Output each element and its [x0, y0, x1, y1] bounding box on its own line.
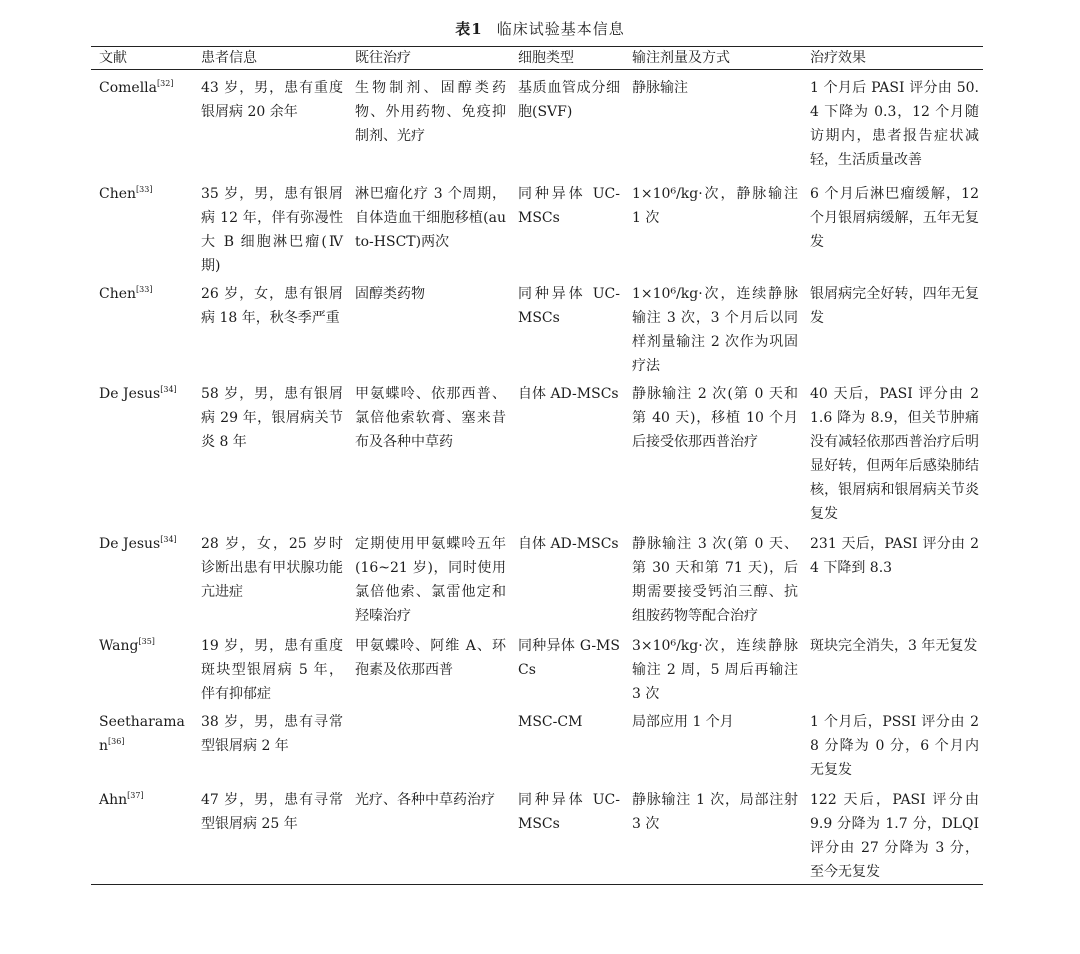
- reference-cell: [91, 278, 193, 378]
- table-row: [91, 172, 983, 278]
- dose-cell: 局部应用 1 个月: [632, 714, 734, 730]
- header-patient-info: 患者信息: [193, 47, 347, 70]
- reference-cell: [91, 526, 193, 628]
- outcome-cell: 斑块完全消失，3 年无复发: [810, 638, 978, 654]
- outcome-cell: 1 个月后 PASI 评分由 50.4 下降为 0.3，12 个月随访期内，患者报告症状减轻，生活质量改善: [810, 80, 979, 168]
- reference-cell: [91, 628, 193, 706]
- author: Seetharaman: [99, 714, 185, 754]
- cell-type-cell: 同种异体 G-MSCs: [518, 638, 620, 678]
- patient-cell: 26 岁，女，患有银屑病 18 年，秋冬季严重: [201, 286, 343, 326]
- citation-ref: [33]: [136, 285, 153, 294]
- dose-cell: 1×10⁶/kg·次，静脉输注 1 次: [632, 186, 798, 226]
- cell-type-cell: 自体 AD-MSCs: [518, 536, 619, 552]
- prior-treatment-cell: 甲氨蝶呤、依那西普、氯倍他索软膏、塞来昔布及各种中草药: [355, 386, 506, 450]
- patient-cell: 47 岁，男，患有寻常型银屑病 25 年: [193, 782, 347, 885]
- author: Comella: [99, 80, 158, 96]
- author: Ahn: [99, 792, 128, 808]
- outcome-cell: 40 天后，PASI 评分由 21.6 降为 8.9，但关节肿痛没有减轻依那西普治疗后明显好转，但两年后感染肺结核，银屑病和银屑病关节炎复发: [810, 386, 979, 522]
- table-row: [91, 628, 983, 706]
- prior-treatment-cell: 淋巴瘤化疗 3 个周期，自体造血干细胞移植(auto-HSCT)两次: [355, 186, 506, 250]
- citation-ref: [32]: [157, 79, 174, 88]
- author: Chen: [99, 186, 137, 202]
- patient-cell: 43 岁，男，患有重度银屑病 20 余年: [201, 80, 343, 120]
- cell-type-cell: 同种异体 UC-MSCs: [518, 186, 620, 226]
- author: De Jesus: [99, 386, 161, 402]
- patient-cell: 19 岁，男，患有重度斑块型银屑病 5 年，伴有抑郁症: [201, 638, 343, 702]
- patient-cell: 28 岁，女，25 岁时诊断出患有甲状腺功能亢进症: [201, 536, 343, 600]
- table-caption: [0, 18, 1080, 39]
- prior-treatment-cell: 光疗、各种中草药治疗: [347, 782, 510, 885]
- citation-ref: [34]: [160, 385, 177, 394]
- table-row: [91, 378, 983, 526]
- patient-cell: 58 岁，男，患有银屑病 29 年，银屑病关节炎 8 年: [201, 386, 343, 450]
- dose-cell: 静脉输注 2 次(第 0 天和第 40 天)，移植 10 个月后接受依那西普治疗: [632, 386, 798, 450]
- cell-type-cell: 自体 AD-MSCs: [518, 386, 619, 402]
- reference-cell: [91, 782, 193, 885]
- author: De Jesus: [99, 536, 161, 552]
- citation-ref: [35]: [138, 637, 155, 646]
- prior-treatment-cell: 定期使用甲氨蝶呤五年(16~21 岁)，同时使用氯倍他索、氯雷他定和羟嗪治疗: [355, 536, 506, 624]
- dose-cell: 静脉输注 3 次(第 0 天、第 30 天和第 71 天)，后期需要接受钙泊三醇、抗组胺药物等配合治疗: [632, 536, 798, 624]
- header-prior-treatment: 既往治疗: [347, 47, 510, 70]
- header-row: [91, 47, 983, 70]
- cell-type-cell: MSC-CM: [518, 714, 583, 730]
- table-row: [91, 706, 983, 782]
- prior-treatment-cell: 固醇类药物: [355, 286, 425, 302]
- prior-treatment-cell: 甲氨蝶呤、阿维 A、环孢素及依那西普: [355, 638, 506, 678]
- table-row: [91, 526, 983, 628]
- cell-type-cell: 同种异体 UC-MSCs: [510, 782, 624, 885]
- table-title: 临床试验基本信息: [496, 20, 625, 38]
- reference-cell: [91, 706, 193, 782]
- header-reference: 文献: [91, 47, 193, 70]
- cell-type-cell: 基质血管成分细胞(SVF): [518, 80, 620, 120]
- table-row: [91, 278, 983, 378]
- citation-ref: [34]: [160, 535, 177, 544]
- author: Chen: [99, 286, 137, 302]
- citation-ref: [36]: [108, 737, 125, 746]
- patient-cell: 38 岁，男，患有寻常型银屑病 2 年: [201, 714, 343, 754]
- prior-treatment-cell: 生物制剂、固醇类药物、外用药物、免疫抑制剂、光疗: [355, 80, 506, 144]
- table-row: [91, 70, 983, 173]
- dose-cell: 3×10⁶/kg·次，连续静脉输注 2 周，5 周后再输注 3 次: [632, 638, 798, 702]
- citation-ref: [33]: [136, 185, 153, 194]
- reference-cell: [91, 70, 193, 173]
- dose-cell: 1×10⁶/kg·次，连续静脉输注 3 次，3 个月后以同样剂量输注 2 次作为巩固疗法: [632, 286, 798, 374]
- outcome-cell: 6 个月后淋巴瘤缓解，12 个月银屑病缓解，五年无复发: [810, 186, 979, 250]
- table-body: [91, 70, 983, 885]
- reference-cell: [91, 378, 193, 526]
- outcome-cell: 1 个月后，PSSI 评分由 28 分降为 0 分，6 个月内无复发: [810, 714, 979, 778]
- table-number: 表1: [455, 20, 483, 38]
- outcome-cell: 231 天后，PASI 评分由 24 下降到 8.3: [810, 536, 979, 576]
- dose-cell: 静脉输注 1 次，局部注射 3 次: [624, 782, 802, 885]
- author: Wang: [99, 638, 139, 654]
- cell-type-cell: 同种异体 UC-MSCs: [518, 286, 620, 326]
- header-outcome: 治疗效果: [802, 47, 983, 70]
- table-row: [91, 782, 983, 885]
- header-dose-method: 输注剂量及方式: [624, 47, 802, 70]
- dose-cell: 静脉输注: [632, 80, 688, 96]
- table-header: [91, 47, 983, 70]
- outcome-cell: 银屑病完全好转，四年无复发: [810, 286, 979, 326]
- citation-ref: [37]: [127, 791, 144, 800]
- prior-treatment-cell: [347, 706, 510, 782]
- outcome-cell: 122 天后，PASI 评分由 9.9 分降为 1.7 分，DLQI 评分由 27 分降为 3 分，至今无复发: [802, 782, 983, 885]
- reference-cell: [91, 172, 193, 278]
- patient-cell: 35 岁，男，患有银屑病 12 年，伴有弥漫性大 B 细胞淋巴瘤(Ⅳ期): [201, 186, 343, 274]
- clinical-trials-table: [91, 46, 983, 885]
- header-cell-type: 细胞类型: [510, 47, 624, 70]
